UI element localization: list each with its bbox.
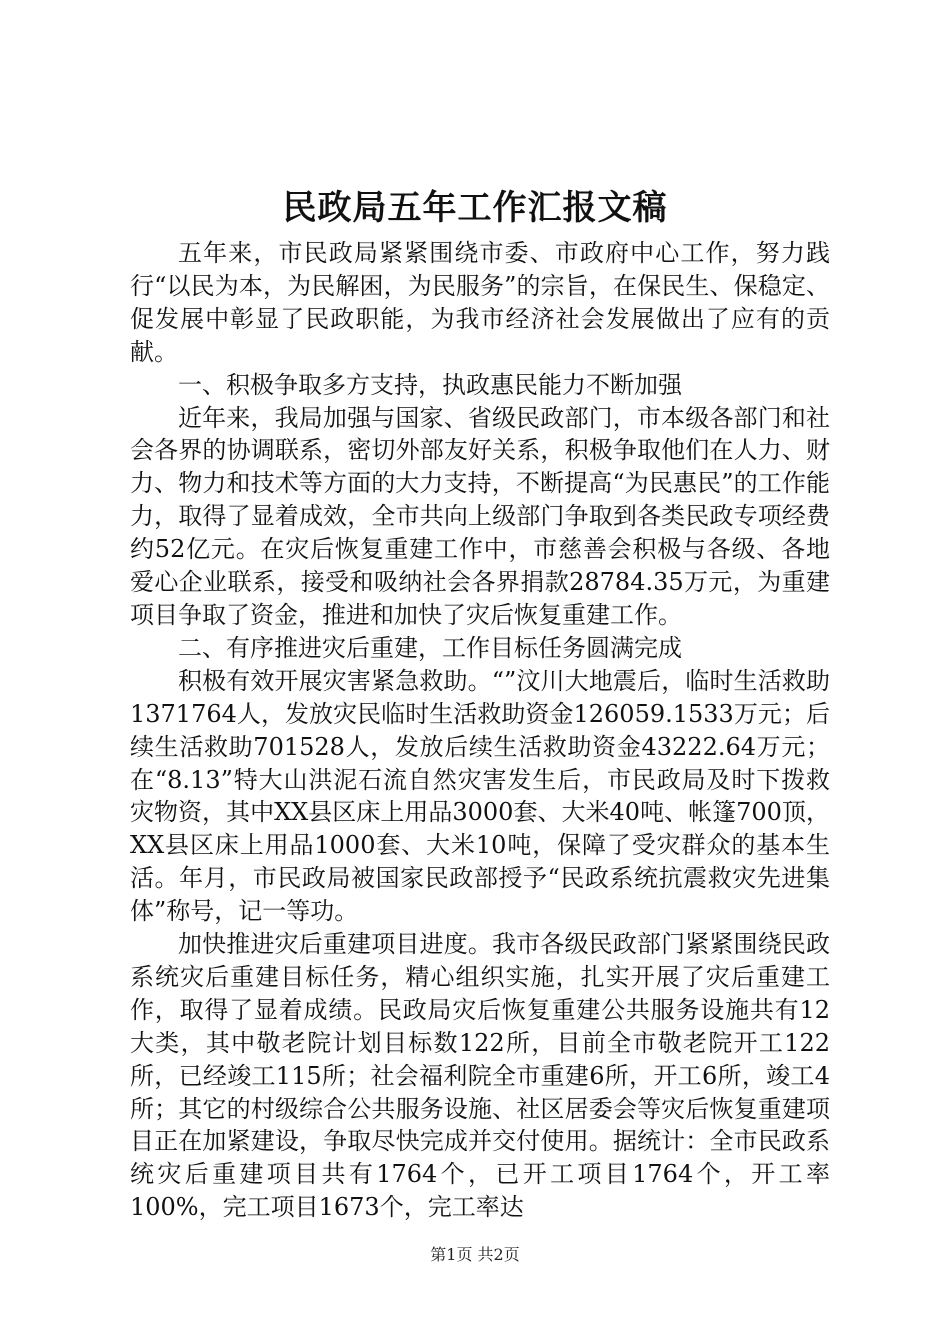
document-title: 民政局五年工作汇报文稿 — [282, 188, 668, 228]
section-2-paragraph-reconstruction: 加快推进灾后重建项目进度。我市各级民政部门紧紧围绕民政系统灾后重建目标任务，精心组织实施，扎实开展了灾后重建工作，取得了显着成绩。民政局灾后恢复重建公共服务设施共有12大类，其中敬老院计划目标数122所，目前全市敬老院开工122所，已经竣工115所；社会福利院全市重建6所，开工6所，竣工4所；其它的村级综合公共服务设施、社区居委会等灾后恢复重建项目正在加紧建设，争取尽快完成并交付使用。据统计：全市民政系统灾后重建项目共有1764个，已开工项目1764个，开工率100%，完工项目1673个，完工率达 — [130, 930, 830, 1222]
section-1-paragraph: 近年来，我局加强与国家、省级民政部门，市本级各部门和社会各界的协调联系，密切外部友好关系，积极争取他们在人力、财力、物力和技术等方面的大力支持，不断提高“为民惠民”的工作能力，取得了显着成效，全市共向上级部门争取到各类民政专项经费约52亿元。在灾后恢复重建工作中，市慈善会积极与各级、各地爱心企业联系，接受和吸纳社会各界捐款28784.35万元，为重建项目争取了资金，推进和加快了灾后恢复重建工作。 — [130, 403, 830, 629]
page-footer: 第1页 共2页 — [430, 1245, 520, 1264]
section-2-paragraph-relief: 积极有效开展灾害紧急救助。“”汶川大地震后，临时生活救助1371764人，发放灾民临时生活救助资金126059.1533万元；后续生活救助701528人，发放后续生活救助资金43222.64万元；在“8.13”特大山洪泥石流自然灾害发生后，市民政局及时下拨救灾物资，其中XX县区床上用品3000套、大米40吨、帐篷700顶，XX县区床上用品1000套、大米10吨，保障了受灾群众的基本生活。年月，市民政局被国家民政部授予“民政系统抗震救灾先进集体”称号，记一等功。 — [130, 666, 830, 926]
intro-paragraph: 五年来，市民政局紧紧围绕市委、市政府中心工作，努力践行“以民为本，为民解困，为民服务”的宗旨，在保民生、保稳定、促发展中彰显了民政职能，为我市经济社会发展做出了应有的贡献。 — [130, 239, 830, 366]
section-heading-2: 二、有序推进灾后重建，工作目标任务圆满完成 — [178, 633, 682, 662]
section-heading-1: 一、积极争取多方支持，执政惠民能力不断加强 — [178, 370, 682, 399]
document-body — [130, 237, 830, 1224]
